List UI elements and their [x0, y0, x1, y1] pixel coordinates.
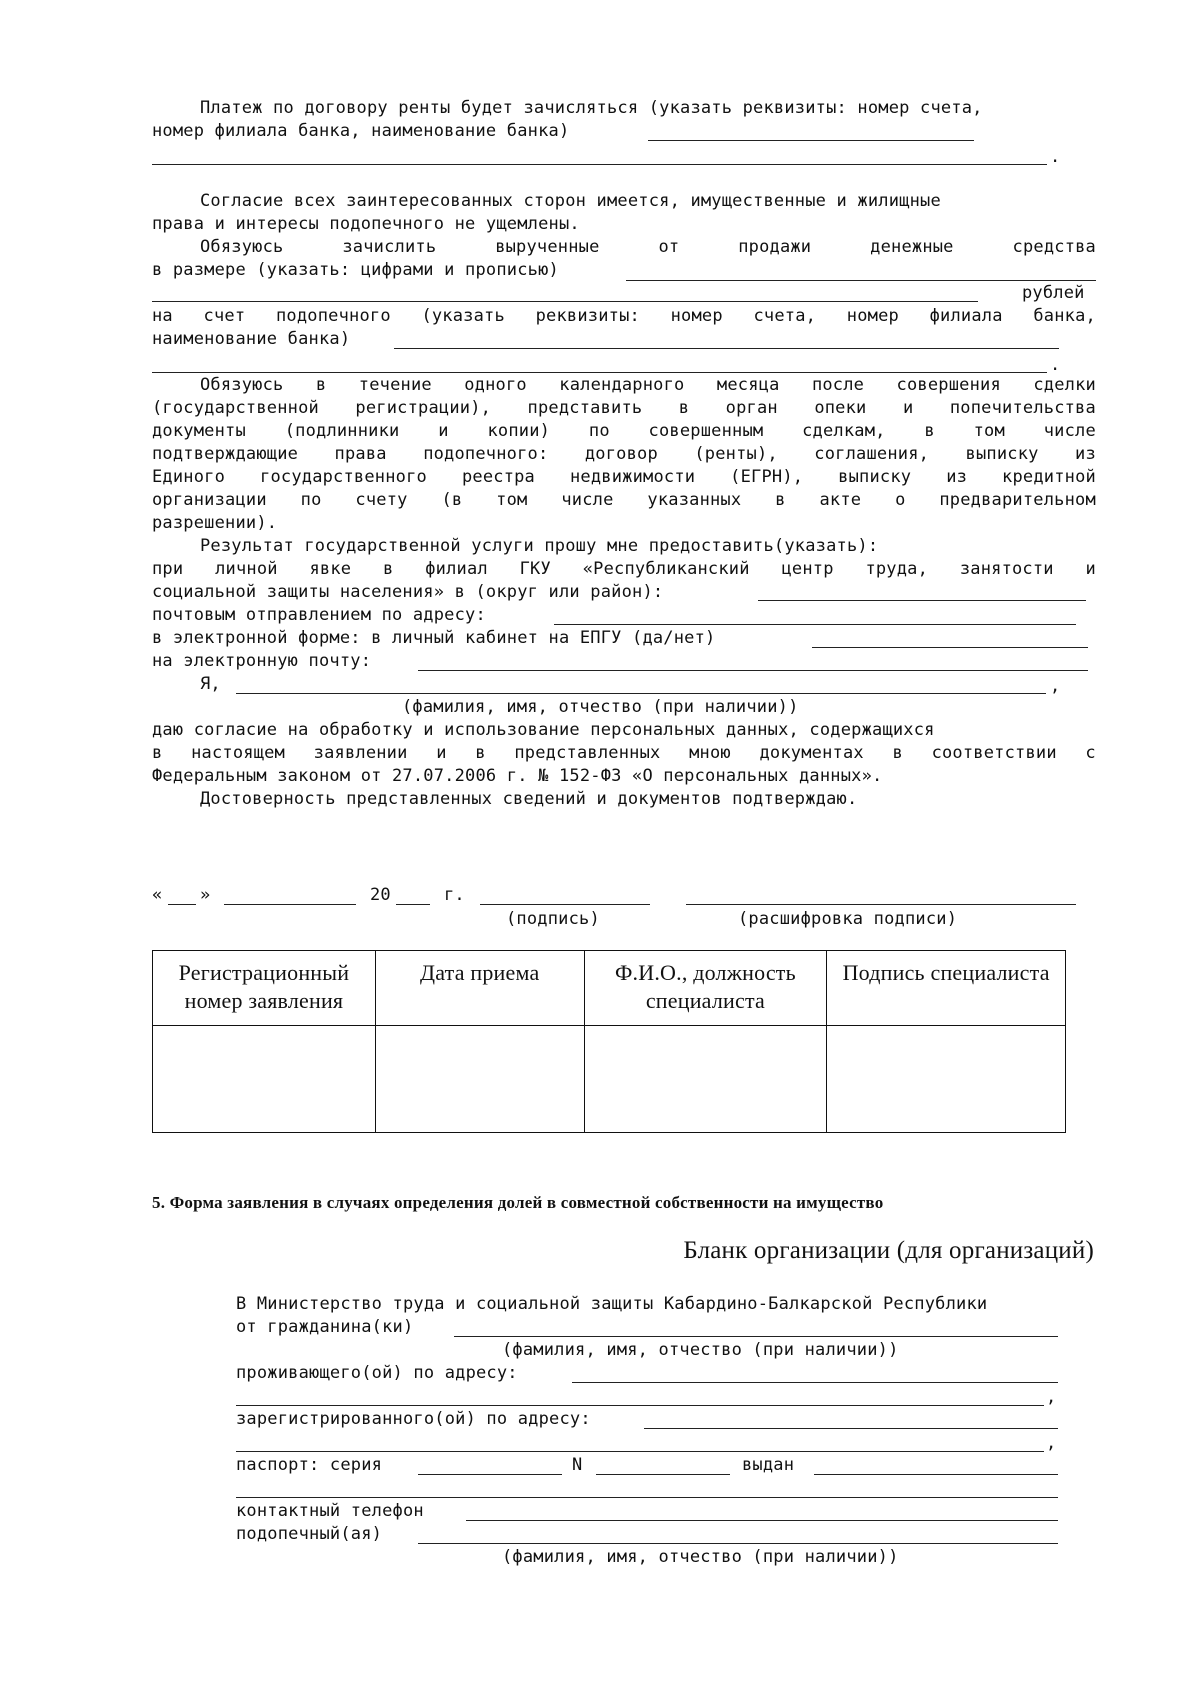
oblige-transfer-line	[200, 236, 1096, 258]
word: числе	[561, 490, 614, 510]
word: права	[334, 444, 387, 464]
word: после	[811, 375, 865, 395]
word: представить	[527, 398, 643, 418]
word: в	[475, 743, 486, 763]
word: занятости	[959, 559, 1054, 579]
pd-consent-line-2	[152, 742, 1096, 764]
header-reg-number: Регистрационный номер заявления	[153, 951, 376, 1026]
word: орган	[725, 398, 778, 418]
table-row	[153, 1026, 1066, 1133]
word: выписку	[965, 444, 1039, 464]
signature-caption: (подпись)	[506, 909, 600, 929]
passport-series-field[interactable]	[418, 1474, 562, 1475]
bank-details-field-2[interactable]	[152, 164, 1047, 165]
word: в	[775, 490, 786, 510]
word: Единого	[152, 467, 226, 487]
postal-address-field[interactable]	[554, 624, 1076, 625]
oblige-docs-line-4	[152, 443, 1096, 465]
oblige-docs-line-5	[152, 466, 1096, 488]
i-label: Я,	[200, 674, 221, 694]
citizen-fio-caption: (фамилия, имя, отчество (при наличии))	[502, 1340, 899, 1360]
from-citizen-label: от гражданина(ки)	[236, 1317, 414, 1337]
ward-fio-caption: (фамилия, имя, отчество (при наличии))	[502, 1547, 899, 1567]
word: продажи	[738, 237, 812, 257]
rent-payment-line-1: Платеж по договору ренты будет зачисляться (указать реквизиты: номер счета,	[200, 98, 983, 118]
word: договор	[584, 444, 658, 464]
signature-decode-caption: (расшифровка подписи)	[738, 909, 958, 929]
word: выписку	[838, 467, 912, 487]
word: по	[300, 490, 322, 510]
date-quote-open: «	[152, 885, 163, 905]
email-label: на электронную почту:	[152, 651, 372, 671]
fio-caption: (фамилия, имя, отчество (при наличии))	[402, 697, 799, 717]
word: подопечного:	[423, 444, 549, 464]
section-5-title: 5. Форма заявления в случаях определения долей в совместной собственности на имущество	[152, 1193, 884, 1212]
word: «Республиканский	[582, 559, 750, 579]
pd-consent-line-3: Федеральным законом от 27.07.2006 г. № 152-ФЗ «О персональных данных».	[152, 766, 883, 786]
word: и	[438, 421, 449, 441]
word: о	[895, 490, 906, 510]
organization-letterhead: Бланк организации (для организаций)	[683, 1237, 1094, 1264]
cell-receive-date[interactable]	[375, 1026, 584, 1133]
registration-address-field-2[interactable]	[236, 1451, 1044, 1452]
ward-name-field[interactable]	[418, 1543, 1058, 1544]
date-quote-close: »	[200, 885, 211, 905]
word: государственного	[260, 467, 427, 487]
word: номер	[846, 306, 899, 326]
table-header-row	[153, 951, 1066, 1026]
word: с	[1085, 743, 1096, 763]
district-field[interactable]	[758, 600, 1086, 601]
word: центр	[781, 559, 834, 579]
word: в	[383, 559, 394, 579]
word: явке	[309, 559, 352, 579]
pd-consent-line-1: даю согласие на обработку и использование персональных данных, содержащихся	[152, 720, 935, 740]
word: (ЕГРН),	[730, 467, 804, 487]
consent-line-1: Согласие всех заинтересованных сторон имеется, имущественные и жилищные	[200, 191, 941, 211]
word: настоящем	[191, 743, 285, 763]
residence-address-field-2[interactable]	[236, 1405, 1044, 1406]
end-period: .	[1050, 147, 1061, 167]
applicant-name-field[interactable]	[236, 693, 1046, 694]
epgu-yes-no-field[interactable]	[812, 647, 1088, 648]
word: в	[892, 743, 903, 763]
word: средства	[1012, 237, 1096, 257]
ward-bank-field-2[interactable]	[152, 372, 1047, 373]
cell-reg-number[interactable]	[153, 1026, 376, 1133]
ward-account-line	[152, 305, 1096, 327]
end-period: .	[1050, 355, 1061, 375]
date-year-prefix: 20	[370, 885, 391, 905]
word: ГКУ	[519, 559, 551, 579]
contact-phone-label: контактный телефон	[236, 1501, 424, 1521]
oblige-docs-line-3	[152, 420, 1096, 442]
word: сделкам,	[802, 421, 886, 441]
citizen-name-field[interactable]	[454, 1336, 1058, 1337]
ward-label: подопечный(ая)	[236, 1524, 383, 1544]
oblige-docs-line-2	[152, 397, 1096, 419]
ward-bank-field[interactable]	[394, 348, 1059, 349]
word: банка,	[1033, 306, 1096, 326]
passport-issued-field-2[interactable]	[236, 1497, 1058, 1498]
word: совершения	[896, 375, 1001, 395]
electronic-cabinet-label: в электронной форме: в личный кабинет на ЕПГУ (да/нет)	[152, 628, 716, 648]
passport-number-label: N	[572, 1455, 583, 1475]
registration-address-field[interactable]	[644, 1428, 1058, 1429]
word: одного	[464, 375, 527, 395]
word: календарного	[559, 375, 685, 395]
word: (государственной	[152, 398, 319, 418]
word: реестра	[461, 467, 535, 487]
word: недвижимости	[569, 467, 696, 487]
in-person-option-line	[152, 558, 1096, 580]
registration-address-label: зарегистрированного(ой) по адресу:	[236, 1409, 591, 1429]
word: номер	[670, 306, 723, 326]
word: соглашения,	[814, 444, 930, 464]
word: течение	[358, 375, 432, 395]
word: из	[946, 467, 968, 487]
word: филиала	[929, 306, 1003, 326]
signature-field[interactable]	[480, 904, 650, 905]
word: копии)	[487, 421, 551, 441]
oblige-docs-line-7: разрешении).	[152, 513, 278, 533]
signature-decode-field[interactable]	[686, 904, 1076, 905]
residence-address-field[interactable]	[572, 1382, 1058, 1383]
word: указанных	[647, 490, 742, 510]
word: личной	[215, 559, 278, 579]
word: предварительном	[939, 490, 1096, 510]
amount-label: в размере (указать: цифрами и прописью)	[152, 260, 559, 280]
word: от	[658, 237, 680, 257]
header-receive-date: Дата приема	[375, 951, 584, 1026]
rubles-label: рублей	[1022, 283, 1085, 303]
word: филиал	[425, 559, 488, 579]
word: Обязуюсь	[200, 237, 284, 257]
word: в	[315, 375, 327, 395]
word: зачислить	[342, 237, 437, 257]
residence-comma: ,	[1046, 1387, 1057, 1407]
bank-name-label: наименование банка)	[152, 329, 351, 349]
word: документы	[152, 421, 246, 441]
word: регистрации),	[355, 398, 492, 418]
word: числе	[1043, 421, 1096, 441]
email-field[interactable]	[418, 670, 1088, 671]
word: вырученные	[495, 237, 600, 257]
word: и	[1085, 559, 1096, 579]
registration-comma: ,	[1046, 1433, 1057, 1453]
word: в	[924, 421, 935, 441]
passport-series-label: паспорт: серия	[236, 1455, 383, 1475]
word: опеки	[814, 398, 867, 418]
word: на	[152, 306, 173, 326]
word: счета,	[753, 306, 817, 326]
word: подопечного	[275, 306, 391, 326]
word: (подлинники	[284, 421, 400, 441]
oblige-docs-line-6	[152, 489, 1096, 511]
ministry-address-line: В Министерство труда и социальной защиты Кабардино-Балкарской Республики	[236, 1294, 988, 1314]
word: соответствии	[931, 743, 1057, 763]
word: (указать	[421, 306, 505, 326]
word: по	[588, 421, 610, 441]
date-month-field[interactable]	[224, 904, 356, 905]
name-comma: ,	[1050, 676, 1061, 696]
result-method-label: Результат государственной услуги прошу мне предоставить(указать):	[200, 536, 879, 556]
word: реквизиты:	[535, 306, 640, 326]
residence-address-label: проживающего(ой) по адресу:	[236, 1363, 518, 1383]
header-specialist-name: Ф.И.О., должность специалиста	[584, 951, 827, 1026]
word: представленных	[514, 743, 661, 763]
district-label: социальной защиты населения» в (округ или район):	[152, 582, 664, 602]
amount-field-2[interactable]	[152, 301, 978, 302]
cell-specialist-signature[interactable]	[827, 1026, 1066, 1133]
date-year-field[interactable]	[396, 904, 430, 905]
postal-label: почтовым отправлением по адресу:	[152, 605, 486, 625]
word: подтверждающие	[152, 444, 299, 464]
word: в	[678, 398, 690, 418]
word: и	[902, 398, 914, 418]
word: денежные	[870, 237, 954, 257]
word: сделки	[1033, 375, 1096, 395]
word: совершенным	[648, 421, 764, 441]
amount-field[interactable]	[626, 280, 1096, 281]
date-year-suffix: г.	[444, 885, 465, 905]
date-day-field[interactable]	[168, 904, 196, 905]
word: (в	[441, 490, 463, 510]
word: месяца	[716, 375, 780, 395]
word: организации	[152, 490, 267, 510]
accuracy-confirm-line: Достоверность представленных сведений и документов подтверждаю.	[200, 789, 858, 809]
rent-payment-line-2: номер филиала банка, наименование банка)	[152, 121, 570, 141]
word: при	[152, 559, 184, 579]
bank-details-field[interactable]	[648, 140, 974, 141]
word: мною	[689, 743, 731, 763]
header-specialist-signature: Подпись специалиста	[827, 951, 1066, 1026]
word: акте	[819, 490, 862, 510]
word: заявлении	[313, 743, 408, 763]
word: счету	[355, 490, 408, 510]
passport-number-field[interactable]	[596, 1474, 730, 1475]
word: документах	[759, 743, 864, 763]
cell-specialist-name[interactable]	[584, 1026, 827, 1133]
passport-issued-label: выдан	[742, 1455, 795, 1475]
registration-table	[152, 950, 1066, 1133]
word: том	[496, 490, 528, 510]
word: (ренты),	[694, 444, 778, 464]
word: том	[973, 421, 1005, 441]
oblige-docs-line-1	[200, 374, 1096, 396]
passport-issued-field[interactable]	[814, 1474, 1058, 1475]
word: труда,	[865, 559, 929, 579]
word: из	[1075, 444, 1096, 464]
word: в	[152, 743, 163, 763]
consent-line-2: права и интересы подопечного не ущемлены.	[152, 214, 580, 234]
word: Обязуюсь	[200, 375, 284, 395]
word: попечительства	[949, 398, 1096, 418]
contact-phone-field[interactable]	[466, 1520, 1058, 1521]
word: кредитной	[1002, 467, 1096, 487]
word: счет	[203, 306, 246, 326]
word: и	[436, 743, 447, 763]
